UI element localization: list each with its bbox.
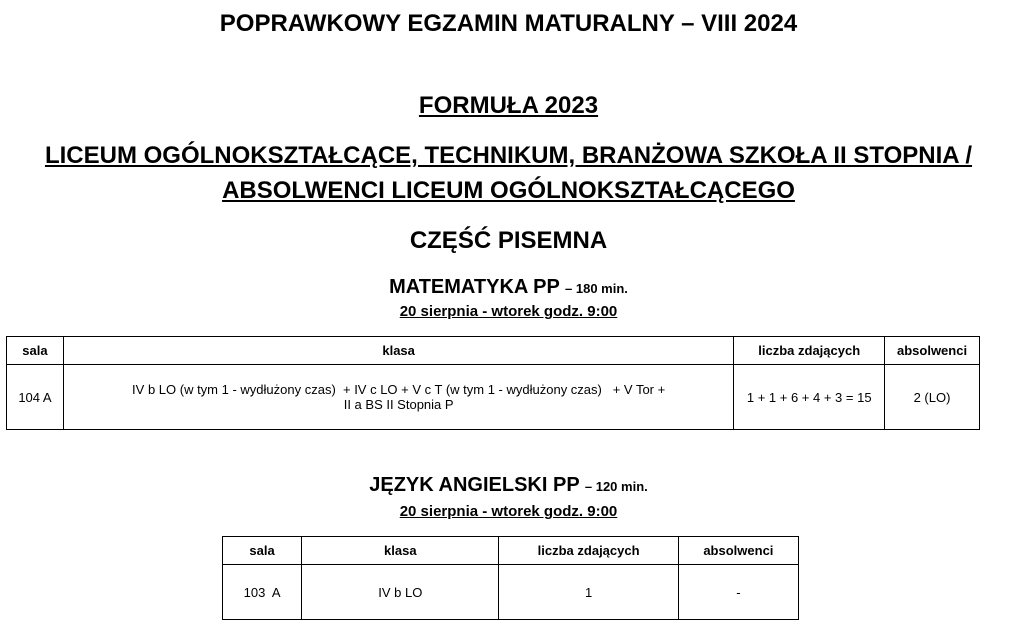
col-header-absolwenci: absolwenci — [885, 337, 980, 365]
cell-absolwenci: 2 (LO) — [885, 365, 980, 430]
exam-subject-math — [0, 276, 1017, 299]
col-header-sala: sala — [223, 537, 302, 565]
table-header-row — [223, 537, 799, 565]
col-header-klasa: klasa — [302, 537, 499, 565]
part-heading: CZĘŚĆ PISEMNA — [409, 227, 608, 254]
subject-name: JĘZYK ANGIELSKI PP — [369, 474, 580, 496]
cell-absolwenci: - — [678, 565, 798, 620]
math-exam-table — [6, 336, 980, 430]
schools-heading-line1: LICEUM OGÓLNOKSZTAŁCĄCE, TECHNIKUM, BRANŻOWA SZKOŁA II STOPNIA / — [44, 142, 973, 169]
table-header-row — [7, 337, 980, 365]
col-header-klasa: klasa — [63, 337, 733, 365]
schools-heading-line2: ABSOLWENCI LICEUM OGÓLNOKSZTAŁCĄCEGO — [222, 177, 795, 204]
page-title: POPRAWKOWY EGZAMIN MATURALNY – VIII 2024 — [219, 10, 798, 37]
exam-subject-english — [0, 474, 1017, 497]
subject-duration: – 120 min. — [584, 479, 648, 494]
cell-liczba: 1 — [499, 565, 678, 620]
cell-klasa-line1: IV b LO (w tym 1 - wydłużony czas) + IV c LO + V c T (w tym 1 - wydłużony czas) + V Tor + — [132, 382, 666, 397]
subject-name: MATEMATYKA PP — [389, 276, 560, 298]
table-row — [7, 365, 980, 430]
formula-heading: FORMUŁA 2023 — [418, 92, 599, 119]
cell-klasa: IV b LO — [302, 565, 499, 620]
exam-date-math: 20 sierpnia - wtorek godz. 9:00 — [399, 303, 618, 320]
col-header-liczba: liczba zdających — [734, 337, 885, 365]
cell-klasa — [63, 365, 733, 430]
col-header-absolwenci: absolwenci — [678, 537, 798, 565]
col-header-sala: sala — [7, 337, 64, 365]
cell-sala: 103 A — [223, 565, 302, 620]
exam-date-english: 20 sierpnia - wtorek godz. 9:00 — [399, 503, 618, 520]
cell-liczba: 1 + 1 + 6 + 4 + 3 = 15 — [734, 365, 885, 430]
table-row — [223, 565, 799, 620]
english-exam-table — [222, 536, 799, 620]
cell-sala: 104 A — [7, 365, 64, 430]
col-header-liczba: liczba zdających — [499, 537, 678, 565]
subject-duration: – 180 min. — [565, 281, 628, 296]
cell-klasa-line2: II a BS II Stopnia P — [343, 397, 454, 412]
